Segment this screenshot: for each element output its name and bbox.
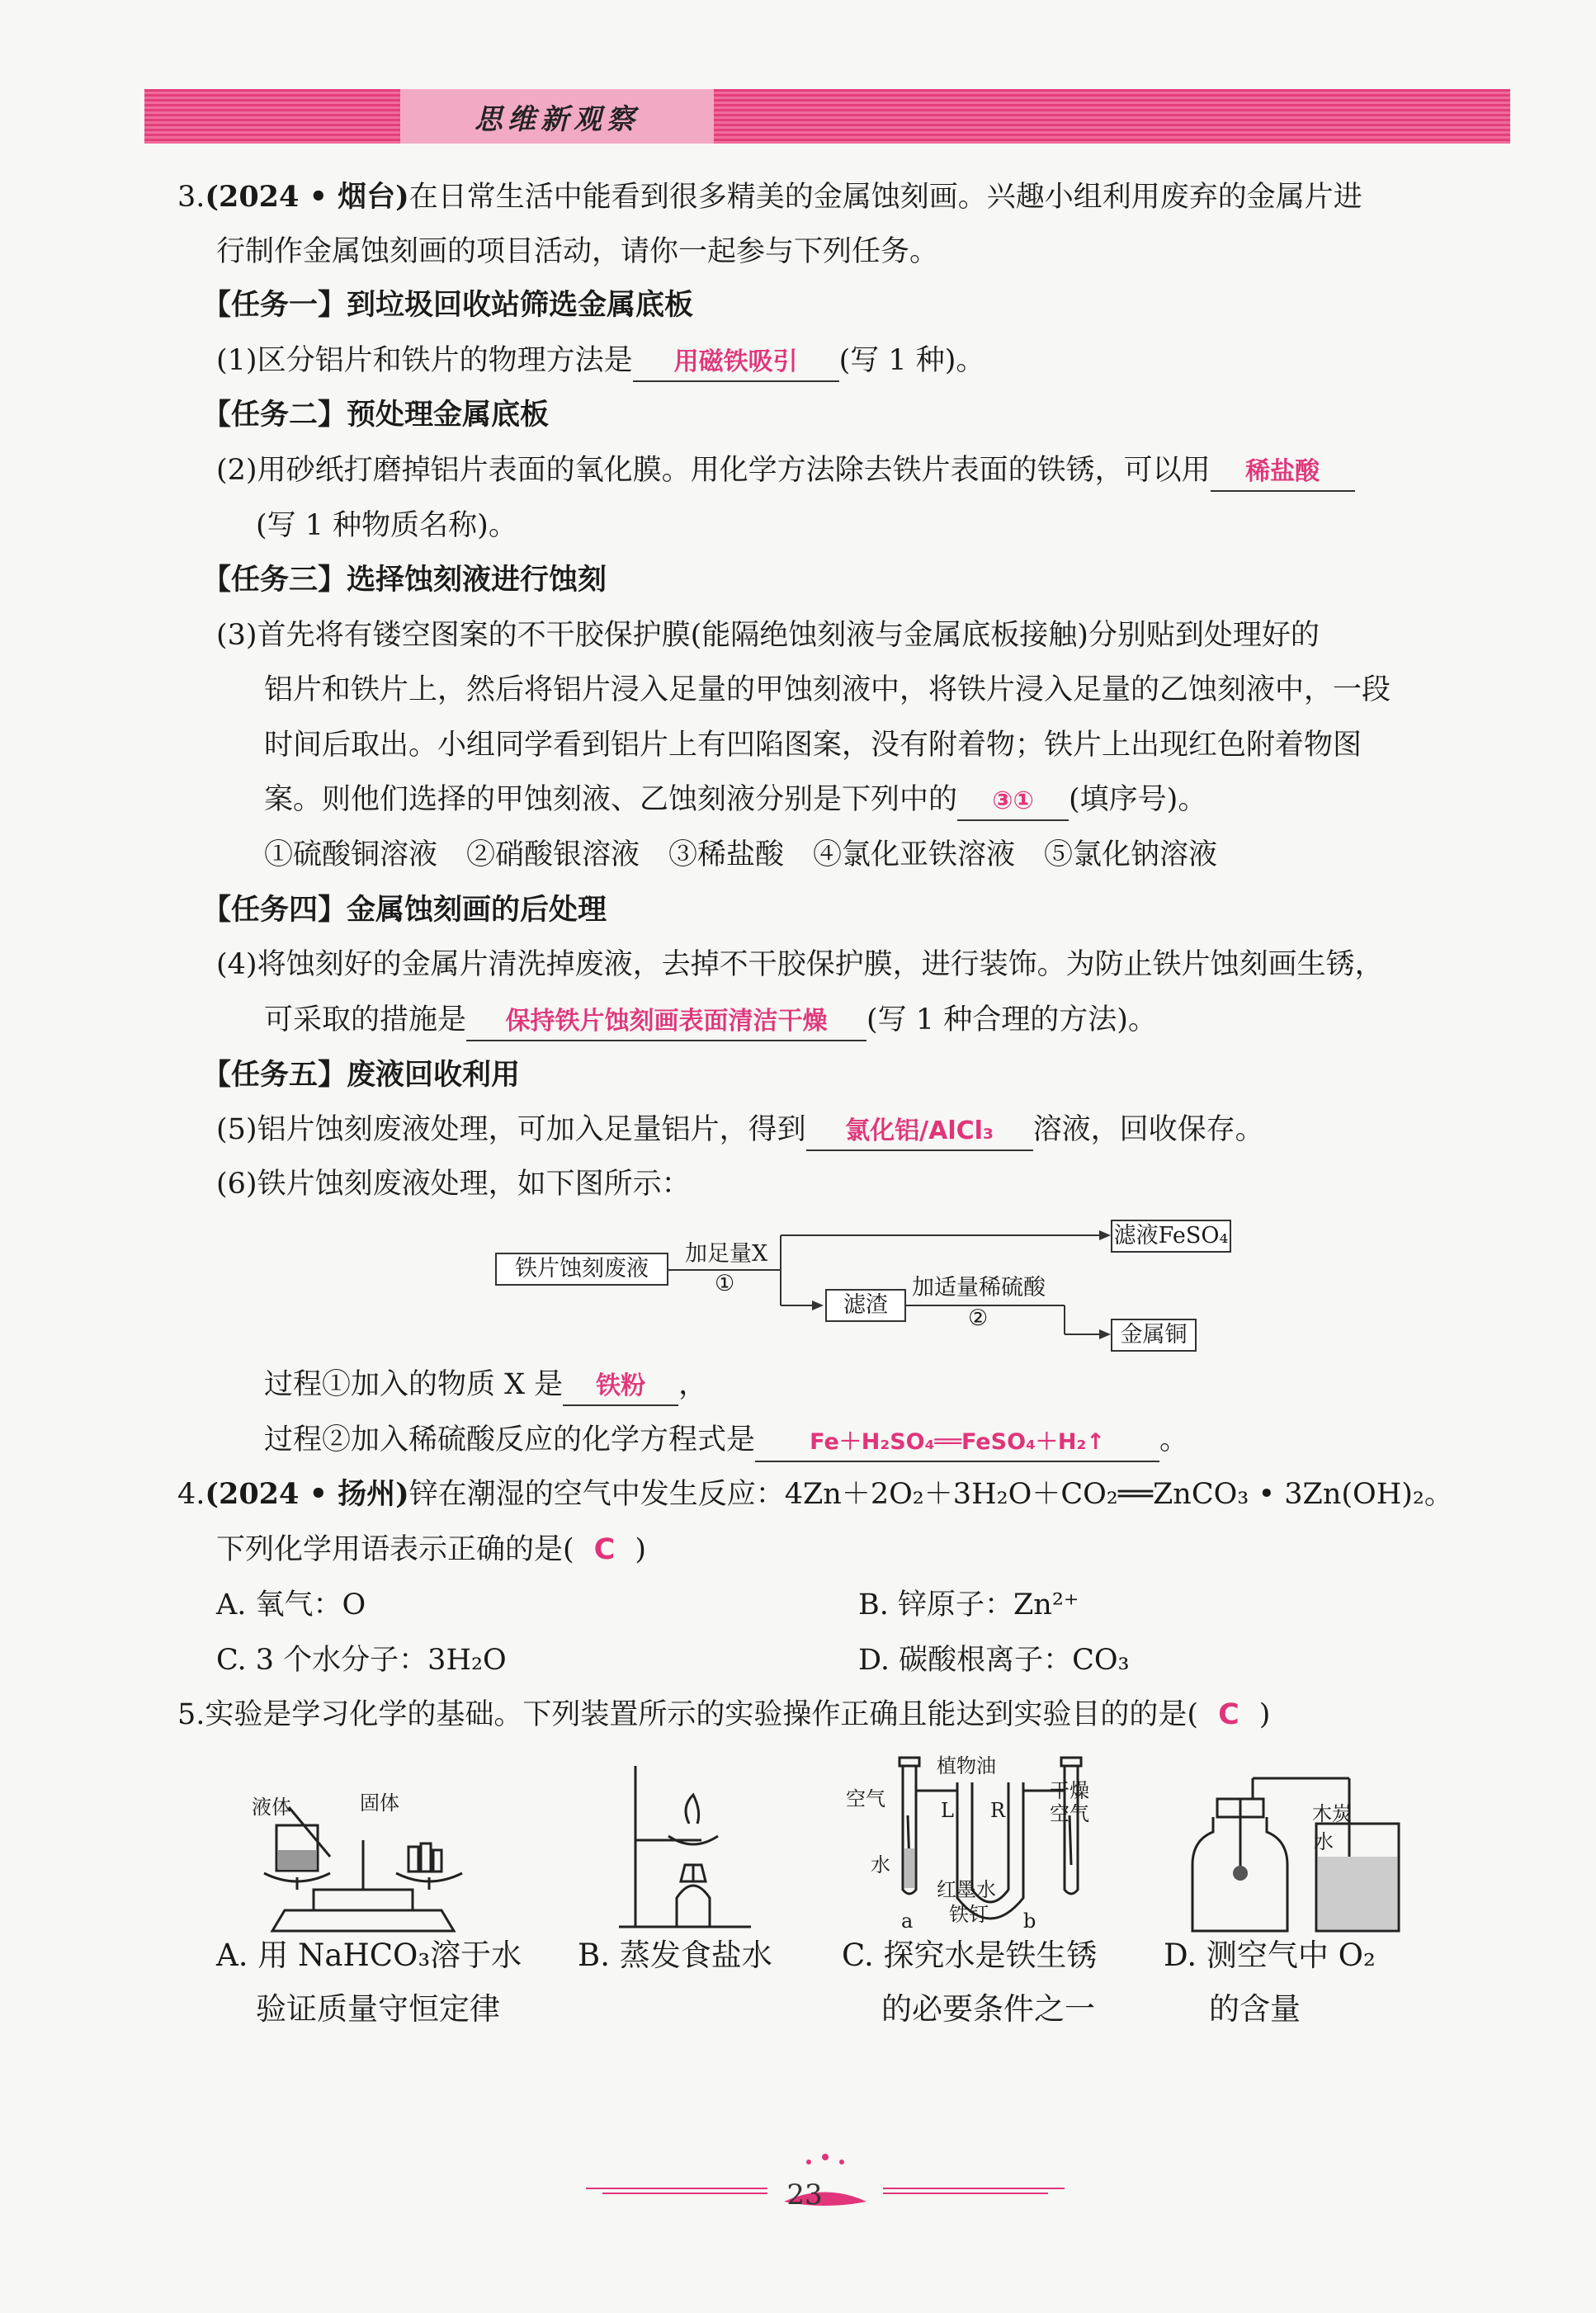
figb-caption: B. 蒸发食盐水 xyxy=(578,1938,772,1973)
q3-task5: 【任务五】废液回收利用 xyxy=(202,1058,521,1092)
q4-stem2-pre: 下列化学用语表示正确的是( xyxy=(216,1533,574,1566)
figd-charcoal-label: 木炭 xyxy=(1312,1802,1352,1825)
q3-source: (2024 • 烟台) xyxy=(205,180,409,214)
q3-p6a xyxy=(264,1364,707,1406)
q4-option-d: D. 碳酸根离子：CO₃ xyxy=(858,1644,1130,1677)
q3-p6b-post: 。 xyxy=(1159,1423,1189,1456)
flow-step2-label: 加适量稀硫酸 xyxy=(912,1275,1046,1300)
flow-step2-num: ② xyxy=(968,1305,989,1331)
q3-task2: 【任务二】预处理金属底板 xyxy=(202,398,550,432)
figd-water-label: 水 xyxy=(1314,1830,1334,1853)
q3-p2-pre: (2)用砂纸打磨掉铝片表面的氧化膜。用化学方法除去铁片表面的铁锈，可以用 xyxy=(216,454,1211,487)
q4-option-c: C. 3 个水分子：3H₂O xyxy=(216,1644,507,1677)
figc-nail-label: 铁钉 xyxy=(949,1903,989,1926)
q3-intro1: 在日常生活中能看到很多精美的金属蚀刻画。兴趣小组利用废弃的金属片进 xyxy=(408,181,1362,214)
q4-option-b: B. 锌原子：Zn²⁺ xyxy=(858,1588,1079,1621)
flow-box-filtrate: 滤液FeSO₄ xyxy=(1111,1220,1231,1253)
q3-p5-pre: (5)铝片蚀刻废液处理，可加入足量铝片，得到 xyxy=(216,1113,806,1146)
q5-answer: C xyxy=(1218,1698,1239,1731)
figure-d-bottle xyxy=(1180,1766,1411,1939)
q4-stem2-post: ) xyxy=(635,1533,646,1566)
q3-p4-answer: 保持铁片蚀刻画表面清洁干燥 xyxy=(466,1003,866,1041)
q4-stem-line2 xyxy=(216,1529,646,1570)
q3-p3-line2: 铝片和铁片上，然后将铝片浸入足量的甲蚀刻液中，将铁片浸入足量的乙蚀刻液中，一段 xyxy=(264,673,1391,706)
page-number: 23 xyxy=(786,2178,823,2212)
q3-p5-answer: 氯化铝/AlCl₃ xyxy=(806,1113,1033,1151)
q3-p2-answer: 稀盐酸 xyxy=(1211,454,1355,492)
figa-solid-label: 固体 xyxy=(360,1791,399,1815)
q4-source: (2024 • 扬州) xyxy=(205,1477,409,1511)
q3-p6b xyxy=(264,1419,1188,1462)
q3-p6b-pre: 过程②加入稀硫酸反应的化学方程式是 xyxy=(264,1423,756,1456)
q5-stem-post: ) xyxy=(1258,1698,1271,1731)
figc-b-label: b xyxy=(1023,1909,1036,1933)
q3-p3-line3: 时间后取出。小组同学看到铝片上有凹陷图案，没有附着物；铁片上出现红色附着物图 xyxy=(264,729,1362,762)
q3-p2-post: (写 1 种物质名称)。 xyxy=(256,509,517,542)
q3-task3: 【任务三】选择蚀刻液进行蚀刻 xyxy=(202,563,607,597)
flow-step1-label: 加足量X xyxy=(685,1241,768,1267)
figc-dry-label-2: 空气 xyxy=(1050,1802,1089,1825)
q4-stem-line1 xyxy=(177,1474,1453,1515)
q3-p1-answer: 用磁铁吸引 xyxy=(633,344,839,382)
q3-p3-answer: ③① xyxy=(957,783,1069,821)
figc-air-label: 空气 xyxy=(846,1787,885,1810)
q3-p3-options: ①硫酸铜溶液 ②硝酸银溶液 ③稀盐酸 ④氯化亚铁溶液 ⑤氯化钠溶液 xyxy=(264,838,1218,871)
figa-caption-2: 验证质量守恒定律 xyxy=(256,1991,500,2027)
figc-ink-label: 红墨水 xyxy=(937,1878,996,1901)
q4-answer: C xyxy=(593,1533,616,1566)
figc-dry-label-1: 干燥 xyxy=(1050,1779,1089,1802)
figd-caption-2: 的含量 xyxy=(1209,1991,1301,2027)
q3-task4: 【任务四】金属蚀刻画的后处理 xyxy=(202,893,607,927)
figc-a-label: a xyxy=(901,1909,914,1933)
q3-p1-pre: (1)区分铝片和铁片的物理方法是 xyxy=(216,344,633,377)
q3-p4-post: (写 1 种合理的方法)。 xyxy=(866,1003,1157,1036)
figa-liquid-label: 液体 xyxy=(252,1796,291,1819)
q3-part6: (6)铁片蚀刻废液处理，如下图所示： xyxy=(216,1168,691,1201)
flow-box-start: 铁片蚀刻废液 xyxy=(495,1253,668,1286)
figd-caption-1: D. 测空气中 O₂ xyxy=(1164,1938,1376,1973)
header-title: 思维新观察 xyxy=(400,89,714,144)
q5-stem-pre: 实验是学习化学的基础。下列装置所示的实验操作正确且能达到实验目的的是( xyxy=(205,1698,1199,1731)
q3-p4-pre: 可采取的措施是 xyxy=(264,1003,467,1036)
q3-p6a-answer: 铁粉 xyxy=(563,1368,678,1406)
q3-p3-post: (填序号)。 xyxy=(1069,783,1207,816)
figc-caption-1: C. 探究水是铁生锈 xyxy=(842,1938,1098,1973)
q3-p3-pre: 案。则他们选择的甲蚀刻液、乙蚀刻液分别是下列中的 xyxy=(264,783,958,816)
q3-task1: 【任务一】到垃圾回收站筛选金属底板 xyxy=(202,288,694,322)
figc-oil-label: 植物油 xyxy=(937,1754,996,1777)
q4-stem: 锌在潮湿的空气中发生反应：4Zn＋2O₂＋3H₂O＋CO₂══ZnCO₃ • 3Zn(OH)₂。 xyxy=(408,1478,1453,1511)
q4-option-a: A. 氧气：O xyxy=(216,1588,366,1621)
q3-p6a-pre: 过程①加入的物质 X 是 xyxy=(264,1368,564,1401)
q3-p5-post: 溶液，回收保存。 xyxy=(1032,1113,1264,1146)
q5-stem xyxy=(177,1694,1270,1735)
q3-p3-line1: (3)首先将有镂空图案的不干胶保护膜(能隔绝蚀刻液与金属底板接触)分别贴到处理好的 xyxy=(216,619,1320,652)
figc-r-label: R xyxy=(990,1799,1006,1822)
q3-p6a-post: ， xyxy=(678,1368,708,1401)
flow-step1-num: ① xyxy=(715,1271,735,1296)
flow-box-copper: 金属铜 xyxy=(1111,1319,1197,1352)
q3-intro-line2: 行制作金属蚀刻画的项目活动，请你一起参与下列任务。 xyxy=(216,235,939,268)
q3-p6b-answer: Fe＋H₂SO₄══FeSO₄＋H₂↑ xyxy=(755,1424,1159,1462)
figc-l-label: L xyxy=(941,1799,954,1822)
q3-p4-line1: (4)将蚀刻好的金属片清洗掉废液，去掉不干胶保护膜，进行装饰。为防止铁片蚀刻画生锈， xyxy=(216,948,1384,981)
figc-caption-2: 的必要条件之一 xyxy=(881,1991,1095,2027)
figc-water-label: 水 xyxy=(871,1853,890,1876)
q4-number: 4. xyxy=(177,1478,205,1511)
q5-number: 5. xyxy=(177,1698,205,1731)
figure-b-evaporation xyxy=(611,1749,759,1939)
q3-number: 3. xyxy=(177,181,205,214)
figa-caption-1: A. 用 NaHCO₃溶于水 xyxy=(216,1938,522,1973)
flow-box-residue: 滤渣 xyxy=(825,1289,906,1322)
q3-p1-post: (写 1 种)。 xyxy=(838,344,985,377)
